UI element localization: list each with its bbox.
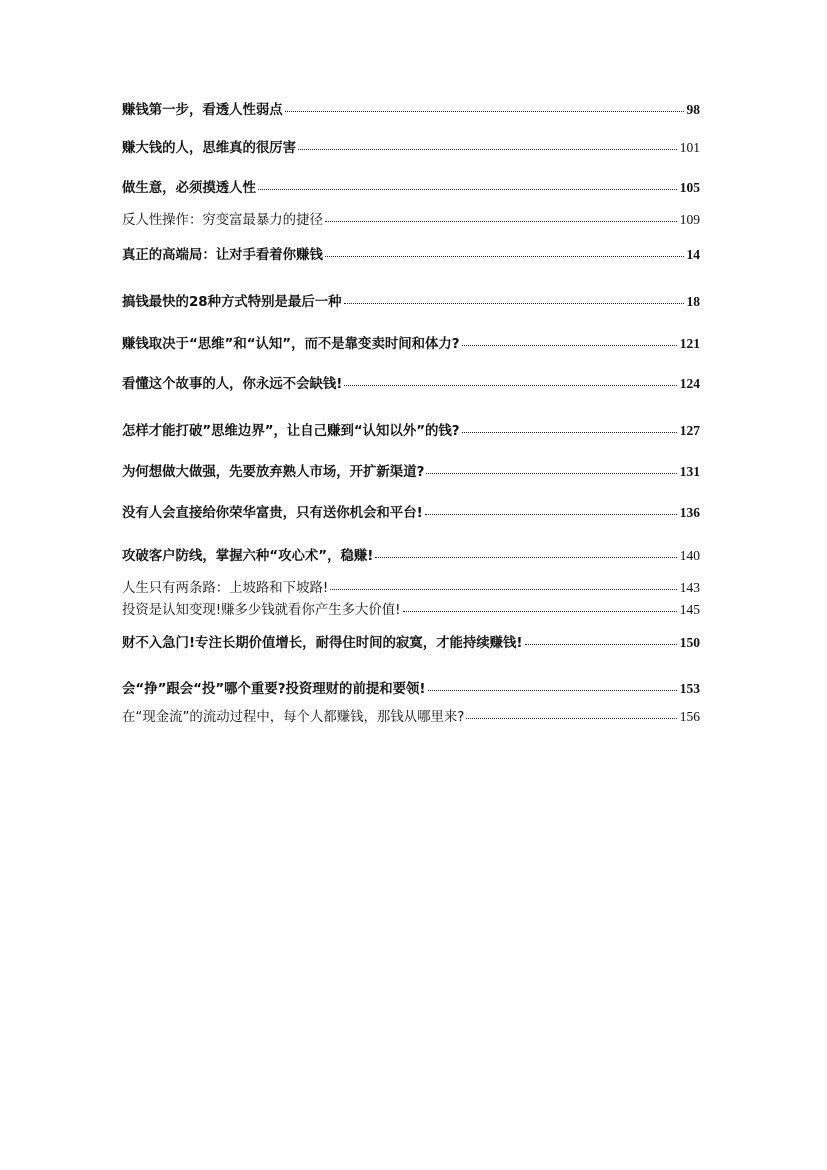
dot-leader xyxy=(330,589,677,590)
toc-entry-page: 124 xyxy=(679,376,700,391)
toc-entry-title: 做生意，必须摸透人性 xyxy=(122,181,256,196)
dot-leader xyxy=(325,256,684,257)
toc-entry[interactable] xyxy=(122,373,700,395)
toc-entry-title: 赚大钱的人，思维真的很厉害 xyxy=(122,141,297,156)
toc-entry-title: 怎样才能打破”思维边界”，让自己赚到“认知以外”的钱? xyxy=(122,424,460,439)
dot-leader xyxy=(428,690,677,691)
toc-entry[interactable] xyxy=(122,461,700,483)
toc-entry-page: 140 xyxy=(679,548,700,563)
toc-entry[interactable] xyxy=(122,244,700,266)
toc-entry-page: 18 xyxy=(686,294,700,309)
toc-entry-page: 150 xyxy=(679,635,700,650)
toc-entry[interactable] xyxy=(122,502,700,524)
toc-entry-title: 看懂这个故事的人，你永远不会缺钱! xyxy=(122,377,343,392)
dot-leader xyxy=(325,221,677,222)
toc-entry-title: 没有人会直接给你荣华富贵，只有送你机会和平台! xyxy=(122,506,423,521)
toc-entry-page: 156 xyxy=(679,709,700,724)
dot-leader xyxy=(403,611,677,612)
dot-leader xyxy=(258,189,677,190)
toc-entry-title: 投资是认知变现!赚多少钱就看你产生多大价值! xyxy=(122,603,401,618)
toc-entry[interactable] xyxy=(122,177,700,199)
toc-entry-title: 赚钱第一步，看透人性弱点 xyxy=(122,103,283,118)
toc-entry-page: 121 xyxy=(679,336,700,351)
toc-entry-title: 为何想做大做强，先要放弃熟人市场，开扩新渠道? xyxy=(122,465,425,480)
dot-leader xyxy=(285,111,684,112)
toc-entry[interactable] xyxy=(122,333,700,355)
toc-entry[interactable] xyxy=(122,209,700,231)
toc-entry-title: 人生只有两条路：上坡路和下坡路! xyxy=(122,581,329,596)
toc-entry-title: 财不入急门!专注长期价值增长，耐得住时间的寂寞，才能持续赚钱! xyxy=(122,636,523,651)
toc-entry-page: 98 xyxy=(686,102,700,117)
toc-entry[interactable] xyxy=(122,545,700,567)
toc-entry-page: 136 xyxy=(679,505,700,520)
toc-entry[interactable] xyxy=(122,632,700,654)
dot-leader xyxy=(375,557,676,558)
toc-entry-title: 搞钱最快的28种方式特别是最后一种 xyxy=(122,295,342,310)
toc-entry[interactable] xyxy=(122,99,700,121)
toc-entry[interactable] xyxy=(122,599,700,621)
dot-leader xyxy=(462,432,677,433)
dot-leader xyxy=(425,514,677,515)
toc-entry-title: 真正的高端局：让对手看着你赚钱 xyxy=(122,248,323,263)
toc-entry-page: 109 xyxy=(679,212,700,227)
toc-entry-page: 105 xyxy=(679,180,700,195)
toc-entry[interactable] xyxy=(122,420,700,442)
dot-leader xyxy=(462,345,677,346)
toc-entry-page: 153 xyxy=(679,681,700,696)
toc-entry-page: 145 xyxy=(679,602,700,617)
toc-entry-page: 127 xyxy=(679,423,700,438)
dot-leader xyxy=(344,303,684,304)
toc-entry-page: 131 xyxy=(679,464,700,479)
toc-entry-page: 143 xyxy=(679,580,700,595)
dot-leader xyxy=(525,644,677,645)
toc-entry-title: 反人性操作：穷变富最暴力的捷径 xyxy=(122,213,323,228)
dot-leader xyxy=(426,473,676,474)
dot-leader xyxy=(466,718,676,719)
toc-entry-title: 会“挣”跟会“投”哪个重要?投资理财的前提和要领! xyxy=(122,682,426,697)
dot-leader xyxy=(298,149,677,150)
toc-entry-page: 101 xyxy=(679,140,700,155)
dot-leader xyxy=(344,385,676,386)
toc-entry-title: 赚钱取决于“思维”和“认知”，而不是靠变卖时间和体力? xyxy=(122,337,460,352)
toc-entry-page: 14 xyxy=(686,247,700,262)
toc-entry[interactable] xyxy=(122,291,700,313)
toc-entry-title: 攻破客户防线，掌握六种“攻心术”，稳赚! xyxy=(122,549,374,564)
toc-entry[interactable] xyxy=(122,577,700,599)
toc-entry[interactable] xyxy=(122,706,700,728)
toc-entry[interactable] xyxy=(122,678,700,700)
toc-entry-title: 在“现金流”的流动过程中，每个人都赚钱，那钱从哪里来? xyxy=(122,710,465,725)
toc-entry[interactable] xyxy=(122,137,700,159)
